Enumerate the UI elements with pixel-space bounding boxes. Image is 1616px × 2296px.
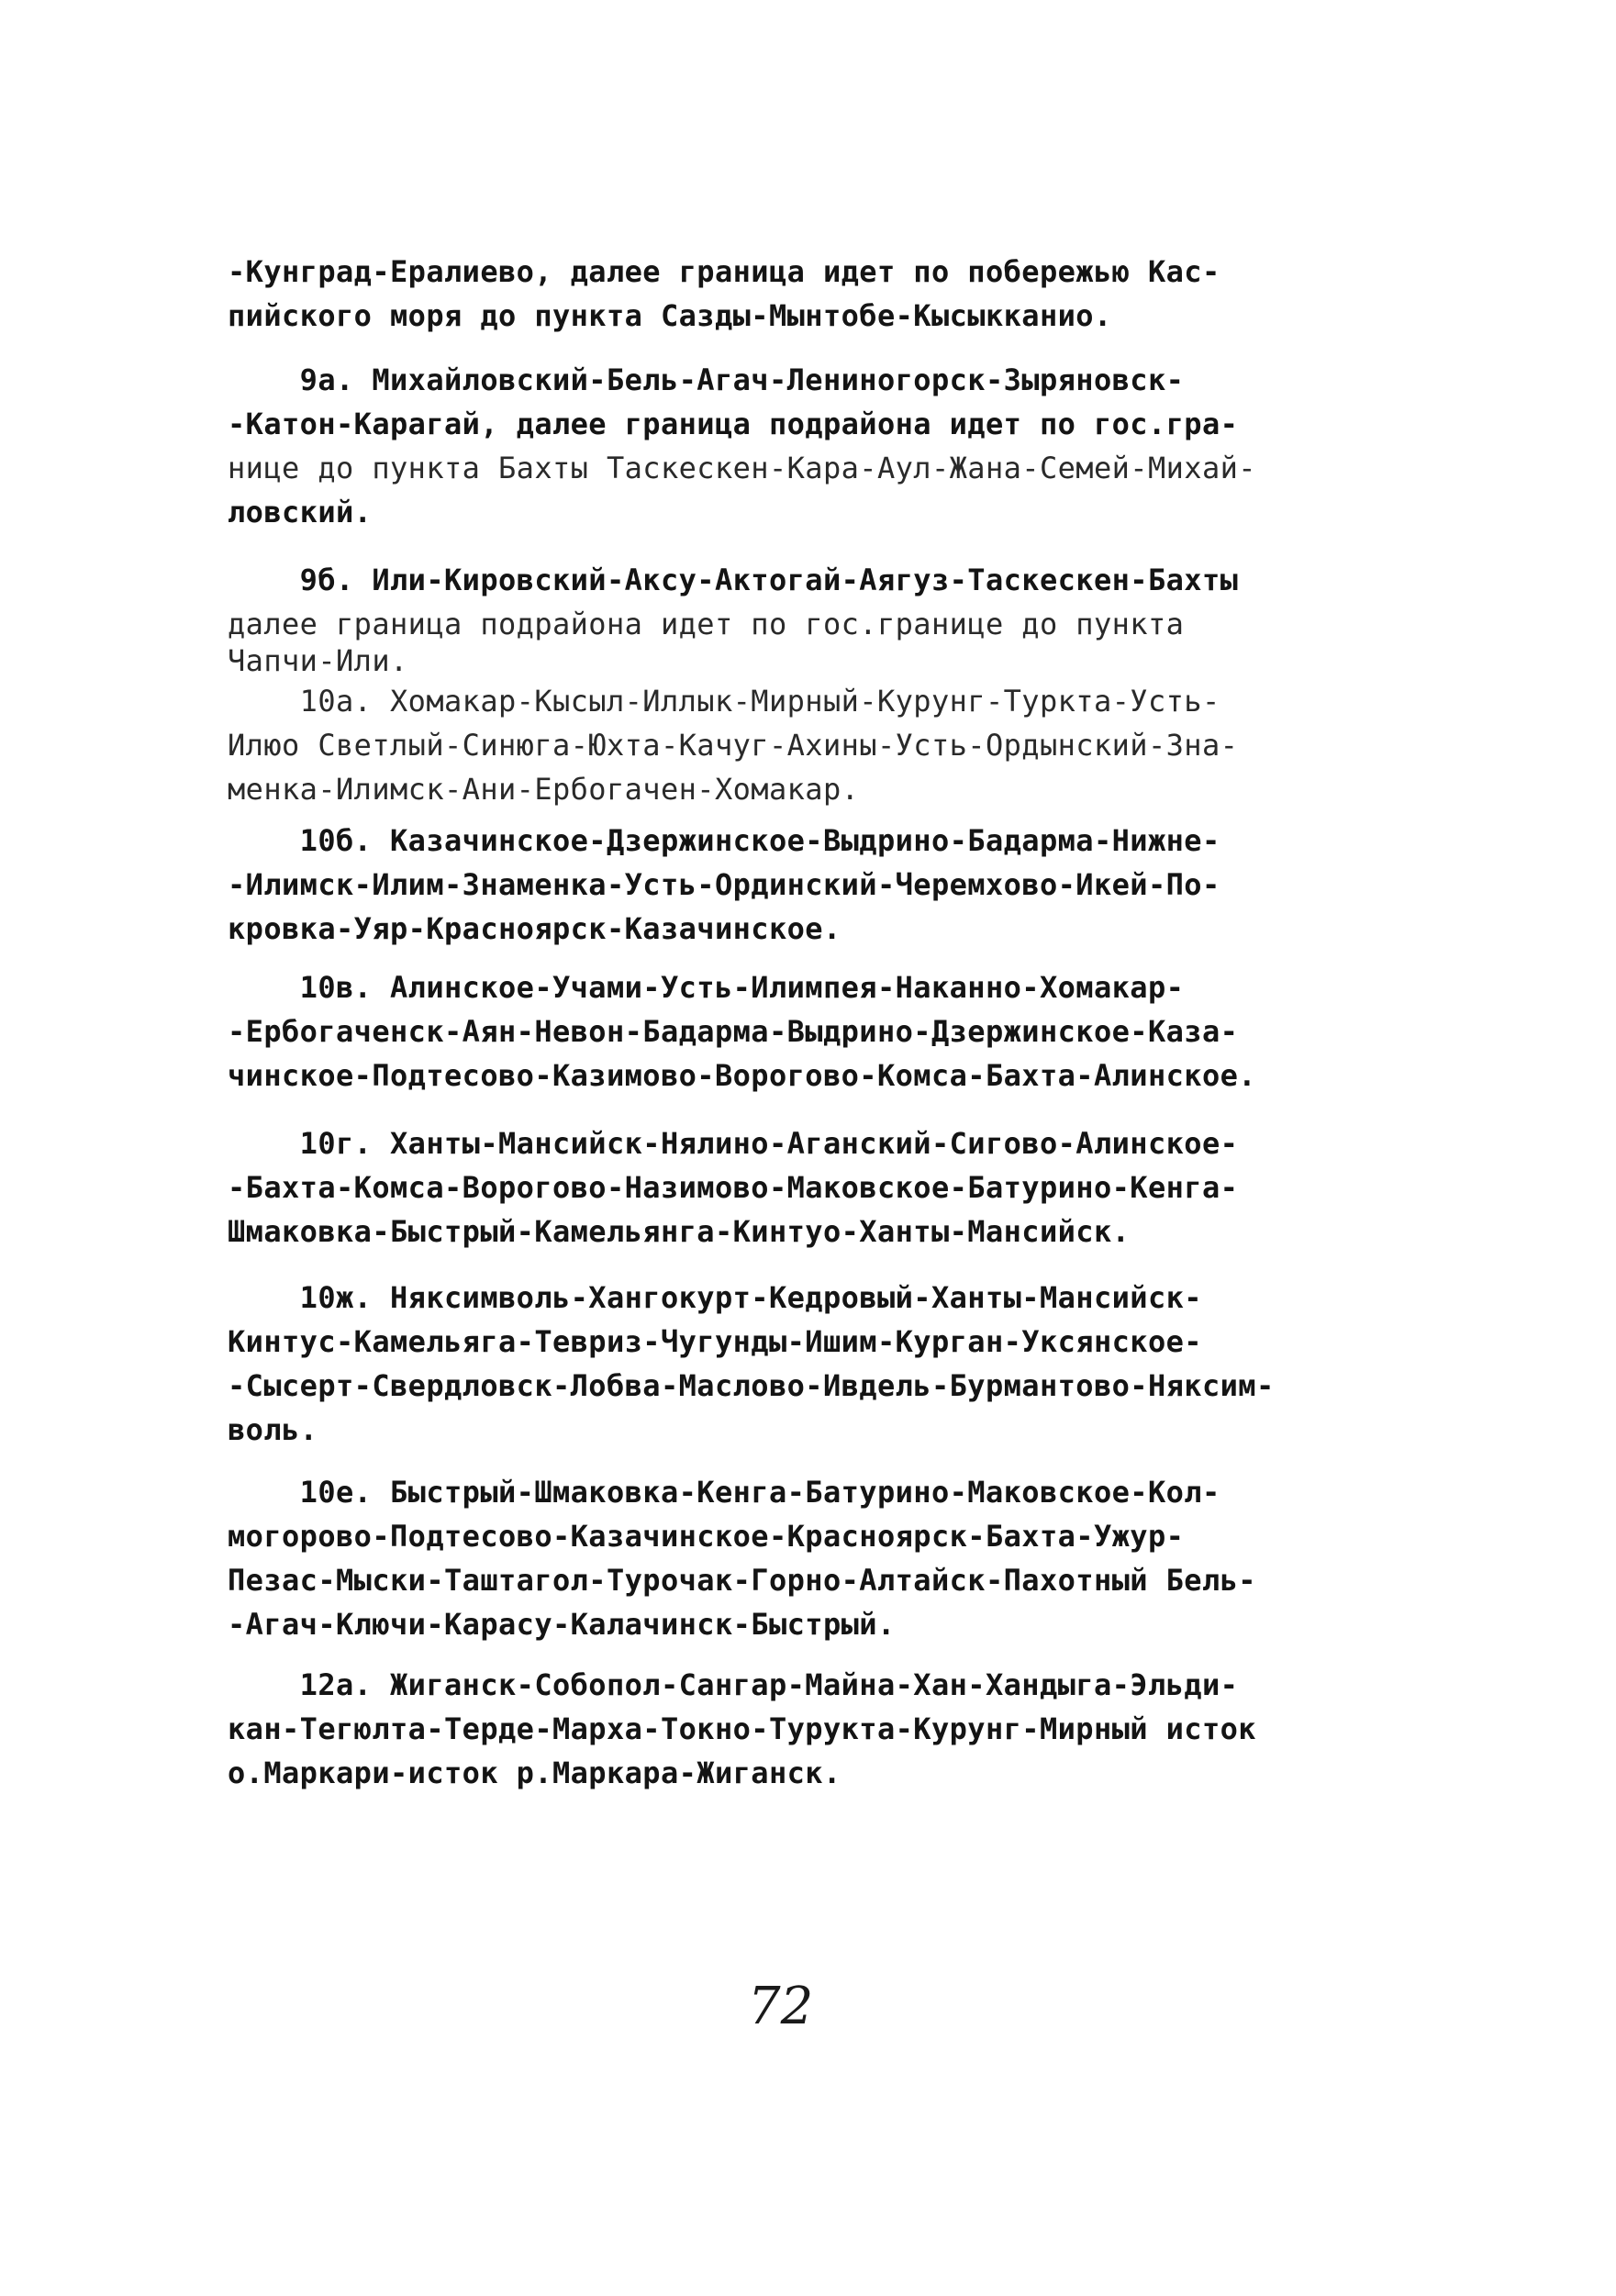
text-line: далее граница подрайона идет по гос.границе до пункта bbox=[228, 607, 1185, 641]
paragraph-kungrad bbox=[228, 250, 1365, 338]
paragraph-9a bbox=[228, 358, 1365, 534]
text-line: -Кунград-Ералиево, далее граница идет по побережью Кас- bbox=[228, 254, 1220, 289]
text-line: -Бахта-Комса-Ворогово-Назимово-Маковское-Батурино-Кенга- bbox=[228, 1170, 1239, 1205]
text-line: 10а. Хомакар-Кысыл-Иллык-Мирный-Курунг-Туркта-Усть- bbox=[228, 684, 1220, 719]
text-line: Пезас-Мыски-Таштагол-Турочак-Горно-Алтайск-Пахотный Бель- bbox=[228, 1563, 1256, 1598]
text-line: Чапчи-Или. bbox=[228, 643, 408, 678]
text-line: -Илимск-Илим-Знаменка-Усть-Ординский-Черемхово-Икей-По- bbox=[228, 867, 1220, 902]
paragraph-10e bbox=[228, 1470, 1365, 1646]
text-line: Кинтус-Камельяга-Тевриз-Чугунды-Ишим-Курган-Уксянское- bbox=[228, 1324, 1202, 1359]
text-line: 9а. Михайловский-Бель-Агач-Лениногорск-Зыряновск- bbox=[228, 362, 1185, 397]
text-line: воль. bbox=[228, 1412, 318, 1447]
paragraph-10v bbox=[228, 965, 1365, 1098]
text-line: 10в. Алинское-Учами-Усть-Илимпея-Наканно-Хомакар- bbox=[228, 970, 1185, 1005]
paragraph-12a bbox=[228, 1663, 1365, 1795]
text-line: 10ж. Няксимволь-Хангокурт-Кедровый-Ханты-Мансийск- bbox=[228, 1280, 1202, 1315]
paragraph-10d bbox=[228, 1276, 1365, 1452]
text-line: 9б. Или-Кировский-Аксу-Актогай-Аягуз-Таскескен-Бахты bbox=[228, 563, 1239, 597]
text-line: пийского моря до пункта Сазды-Мынтобе-Кысыкканио. bbox=[228, 298, 1112, 333]
text-line: чинское-Подтесово-Казимово-Ворогово-Комса-Бахта-Алинское. bbox=[228, 1058, 1256, 1093]
text-line: о.Маркари-исток р.Маркара-Жиганск. bbox=[228, 1755, 841, 1790]
text-line: 12а. Жиганск-Собопол-Сангар-Майна-Хан-Хандыга-Эльди- bbox=[228, 1667, 1239, 1702]
paragraph-10a bbox=[228, 679, 1365, 811]
page-number: 72 bbox=[748, 1977, 814, 2036]
text-line: -Ербогаченск-Аян-Невон-Бадарма-Выдрино-Дзержинское-Каза- bbox=[228, 1014, 1239, 1049]
text-line: ловский. bbox=[228, 495, 373, 529]
paragraph-9b bbox=[228, 558, 1365, 678]
text-line: -Катон-Карагай, далее граница подрайона идет по гос.гра- bbox=[228, 407, 1239, 441]
text-line: Илюо Светлый-Синюга-Юхта-Качуг-Ахины-Усть-Ордынский-Зна- bbox=[228, 728, 1239, 763]
text-line: -Сысерт-Свердловск-Лобва-Маслово-Ивдель-Бурмантово-Няксим- bbox=[228, 1368, 1275, 1403]
text-line: могорово-Подтесово-Казачинское-Красноярск-Бахта-Ужур- bbox=[228, 1519, 1185, 1554]
text-line: -Агач-Ключи-Карасу-Калачинск-Быстрый. bbox=[228, 1607, 896, 1642]
text-line: кан-Тегюлта-Терде-Марха-Токно-Турукта-Курунг-Мирный исток bbox=[228, 1711, 1256, 1746]
text-line: кровка-Уяр-Красноярск-Казачинское. bbox=[228, 911, 841, 946]
paragraph-10b bbox=[228, 819, 1365, 951]
text-line: нице до пункта Бахты Таскескен-Кара-Аул-Жана-Семей-Михай- bbox=[228, 451, 1256, 485]
text-line: 10б. Казачинское-Дзержинское-Выдрино-Бадарма-Нижне- bbox=[228, 823, 1220, 858]
text-line: менка-Илимск-Ани-Ербогачен-Хомакар. bbox=[228, 772, 860, 807]
text-line: Шмаковка-Быстрый-Камельянга-Кинтуо-Ханты-Мансийск. bbox=[228, 1214, 1131, 1249]
paragraph-10g bbox=[228, 1121, 1365, 1254]
text-line: 10г. Ханты-Мансийск-Нялино-Аганский-Сигово-Алинское- bbox=[228, 1126, 1239, 1161]
text-line: 10е. Быстрый-Шмаковка-Кенга-Батурино-Маковское-Кол- bbox=[228, 1475, 1220, 1510]
